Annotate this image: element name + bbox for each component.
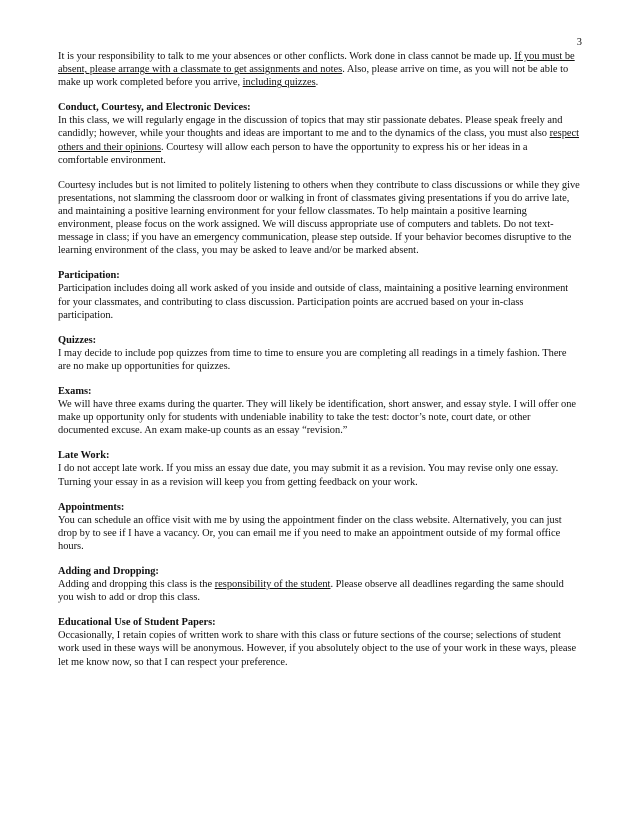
absences-text-2: . Also, please arrive on time, as you will not be able to make up work completed before you arrive,: [58, 64, 569, 89]
conduct-section: [58, 101, 580, 166]
participation-text: Participation includes doing all work asked of you inside and outside of class, maintaining a positive learning environment for your classmates, and contributing to class discussion. Participation points are accrued based on your in-class participation.: [58, 283, 569, 321]
participation-heading: Participation:: [58, 270, 120, 282]
adding-dropping-section: [58, 565, 580, 604]
conduct-text-2: . Courtesy will allow each person to have the opportunity to express his or her ideas in a comfortable environment.: [58, 141, 528, 166]
late-work-section: [58, 449, 580, 488]
adding-dropping-text-1: Adding and dropping this class is the: [58, 579, 215, 591]
adding-dropping-underline-1: responsibility of the student: [214, 579, 331, 591]
exams-heading: Exams:: [58, 385, 92, 397]
absences-underline-1: If you must be absent, please arrange with a classmate to get assignments and notes: [58, 51, 575, 76]
adding-dropping-heading: Adding and Dropping:: [58, 566, 159, 577]
appointments-section: [58, 501, 580, 553]
late-work-text: I do not accept late work. If you miss an essay due date, you may submit it as a revision. You may revise only one essay. Turning your essay in as a revision will keep you from getting feedback on your work.: [58, 463, 559, 488]
conduct-text-1: In this class, we will regularly engage in the discussion of topics that may stir passionate debates. Please speak freely and candidly; however, while your thoughts and ideas are important to me and to the dynamics of the class, you must also: [58, 115, 563, 140]
appointments-text: You can schedule an office visit with me by using the appointment finder on the class website. Alternatively, you can just drop by to see if I have a vacancy. Or, you can email me if you need to make an appointment outside of my formal office hours.: [58, 514, 562, 552]
quizzes-heading: Quizzes:: [58, 334, 97, 346]
absences-text-3: .: [315, 77, 319, 89]
student-papers-text: Occasionally, I retain copies of written work to share with this class or future sections of the course; selections of student work used in these ways will be anonymous. However, if you absolutely object to the use of your work in these ways, please let me know now, so that I can respect your preference.: [58, 630, 577, 668]
exams-section: [58, 385, 580, 437]
absences-text-1: It is your responsibility to talk to me your absences or other conflicts. Work done in class cannot be made up.: [58, 51, 515, 62]
participation-section: [58, 269, 580, 321]
absences-underline-2: including quizzes: [242, 77, 316, 89]
courtesy-paragraph: Courtesy includes but is not limited to politely listening to others when they contribute to class discussions or while they give presentations, not slamming the classroom door or walking in front of classmates giving presentations if you do arrive late, and maintaining a positive learning environment for your fellow classmates. To help maintain a positive learning environment, please focus on the work assigned. We will discuss appropriate use of computers and tablets. Do not text-message in class; if you have an emergency communication, please step outside. If your behavior becomes disruptive to the learning environment of the class, you may be asked to leave and/or be marked absent.: [58, 179, 580, 257]
page-number: 3: [576, 37, 582, 48]
appointments-heading: Appointments:: [58, 501, 125, 513]
conduct-underline-1: respect others and their opinions: [58, 128, 580, 153]
quizzes-text: I may decide to include pop quizzes from time to time to ensure you are completing all readings in a timely fashion. There are no make up opportunities for quizzes.: [58, 347, 567, 372]
student-papers-section: [58, 616, 580, 668]
adding-dropping-text-2: . Please observe all deadlines regarding the same should you wish to add or drop this class.: [58, 579, 564, 604]
conduct-heading: Conduct, Courtesy, and Electronic Devices:: [58, 102, 251, 114]
absences-paragraph: [58, 50, 580, 89]
student-papers-heading: Educational Use of Student Papers:: [58, 617, 216, 629]
late-work-heading: Late Work:: [58, 450, 110, 462]
exams-text: We will have three exams during the quarter. They will likely be identification, short answer, and essay style. I will offer one make up opportunity only for students with undeniable inability to take the test: doctor’s note, court date, or other documented excuse. An exam make-up counts as an essay “revision.”: [58, 399, 577, 437]
quizzes-section: [58, 334, 580, 373]
